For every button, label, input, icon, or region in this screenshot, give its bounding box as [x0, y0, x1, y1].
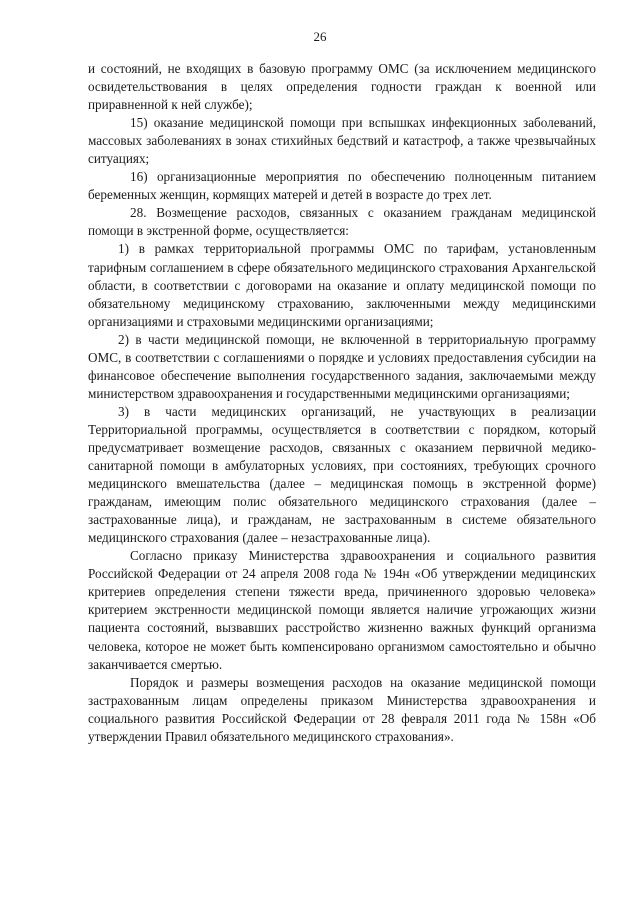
list-item-16: 16) организационные мероприятия по обеспечению полноценным питанием беременных женщин, кормящих матерей и детей в возрасте до трех лет. [88, 169, 596, 203]
page-number: 26 [313, 29, 327, 44]
list-item-1: 1) в рамках территориальной программы ОМС по тарифам, установленным тарифным соглашением в сфере обязательного медицинского страхования Архангельской области, в соответствии с договорами на оказание и оплату медицинской помощи по обязательному медицинскому страхованию, заключенными между медицинскими организациями и страховыми медицинскими организациями; [88, 241, 596, 329]
list-item-3: 3) в части медицинских организаций, не участвующих в реализации Территориальной программы, осуществляется в соответствии с порядком, который предусматривает возмещение расходов, связанных с оказанием первичной медико-санитарной помощи в амбулаторных условиях, при состояниях, требующих срочного медицинского вмешательства (далее – медицинская помощь в экстренной форме) гражданам, имеющим полис обязательного медицинского страхования (далее – застрахованные лица), и гражданам, не застрахованным в системе обязательного медицинского страхования (далее – незастрахованные лица). [88, 403, 596, 546]
document-body [88, 60, 596, 746]
paragraph-continuation: и состояний, не входящих в базовую программу ОМС (за исключением медицинского освидетельствования в целях определения годности граждан к военной или приравненной к ней службе); [88, 61, 596, 113]
paragraph-order-158n: Порядок и размеры возмещения расходов на оказание медицинской помощи застрахованным лицам определены приказом Министерства здравоохранения и социального развития Российской Федерации от 28 февраля 2011 года № 158н «Об утверждении Правил обязательного медицинского страхования». [88, 674, 596, 744]
paragraph-order-194n: Согласно приказу Министерства здравоохранения и социального развития Российской Федерации от 24 апреля 2008 года № 194н «Об утверждении медицинских критериев определения степени тяжести вреда, причиненного здоровью человека» критерием экстренности медицинской помощи является наличие угрожающих жизни пациента состояний, вызвавших расстройство жизненно важных функций организма человека, которое не может быть компенсировано организмом самостоятельно и обычно заканчивается смертью. [88, 548, 596, 672]
section-28-heading: 28. Возмещение расходов, связанных с оказанием гражданам медицинской помощи в экстренной форме, осуществляется: [88, 205, 596, 239]
list-item-15: 15) оказание медицинской помощи при вспышках инфекционных заболеваний, массовых заболеваниях в зонах стихийных бедствий и катастроф, а также чрезвычайных ситуациях; [88, 115, 596, 167]
list-item-2: 2) в части медицинской помощи, не включенной в территориальную программу ОМС, в соответствии с соглашениями о порядке и условиях предоставления субсидии на финансовое обеспечение выполнения государственного задания, заключаемыми между министерством здравоохранения и государственными медицинскими организациями; [88, 331, 596, 401]
